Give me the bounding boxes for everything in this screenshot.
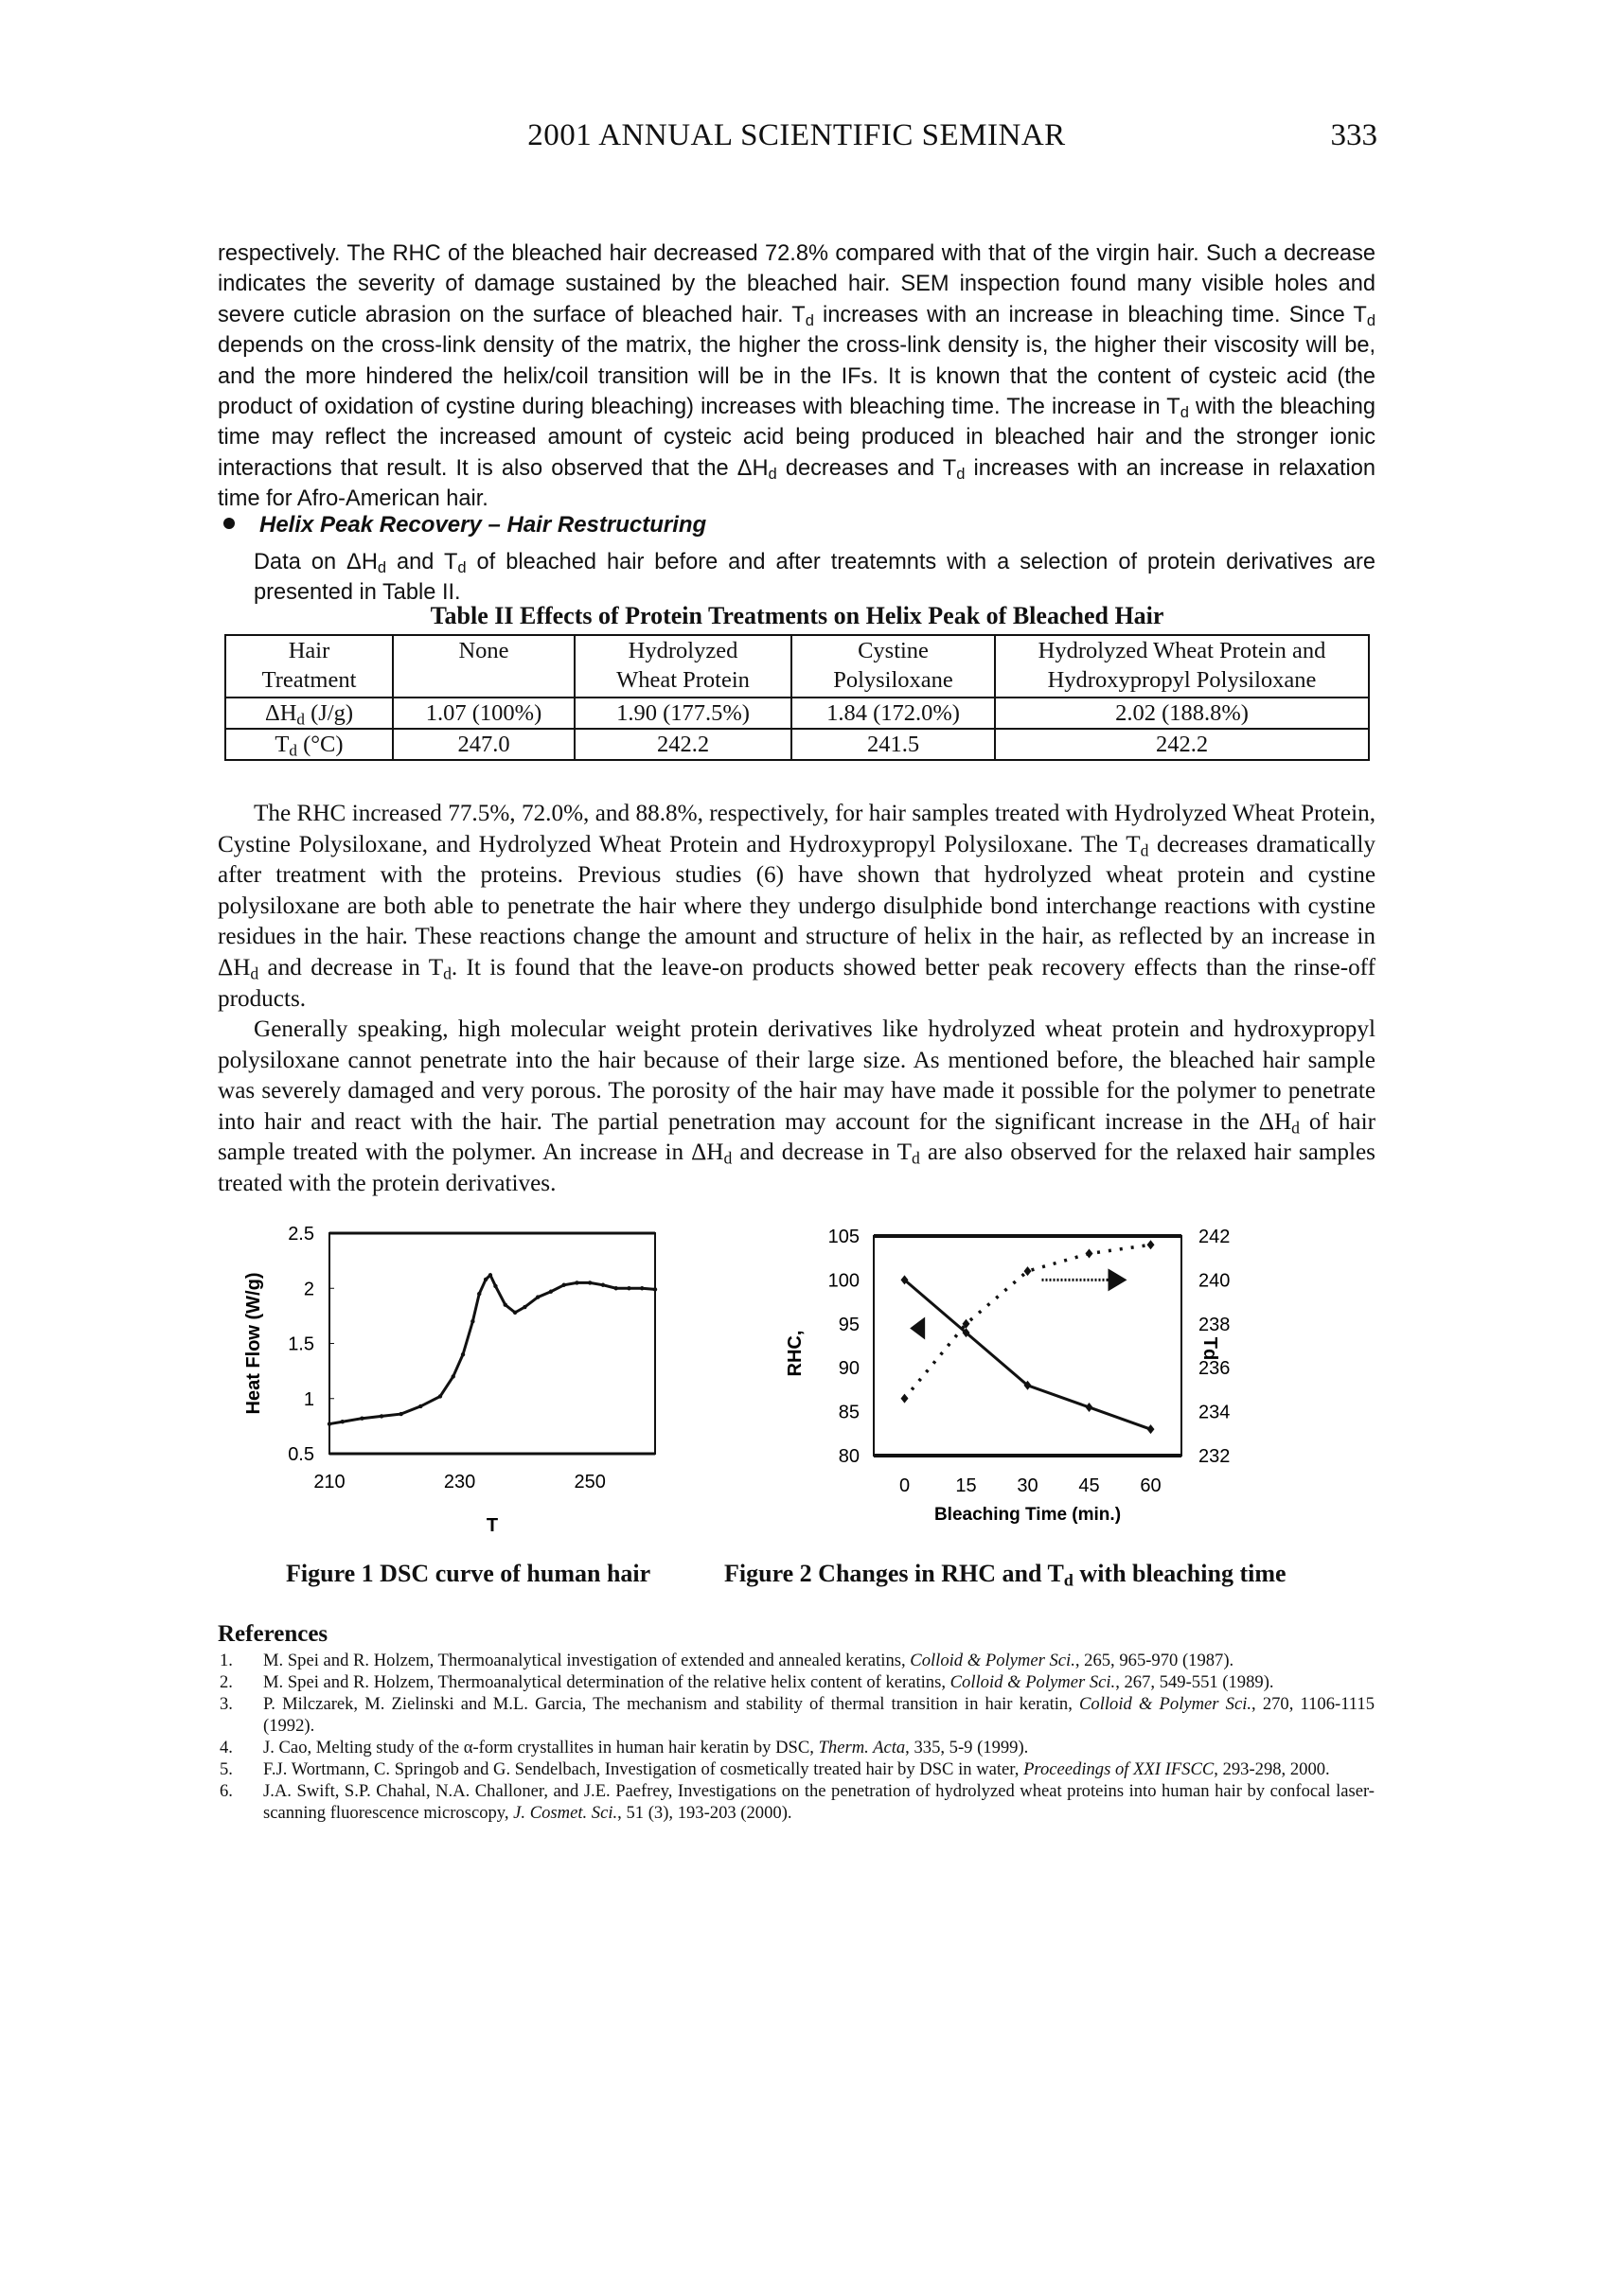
table-row [225, 698, 1369, 729]
data-point [477, 1292, 481, 1296]
data-point-td [901, 1394, 909, 1404]
data-point [399, 1412, 402, 1416]
header-text: Wheat Protein [616, 667, 750, 693]
data-point [588, 1280, 592, 1284]
subscript: d [1366, 310, 1375, 329]
data-point-rhc [1086, 1403, 1093, 1412]
column-header [791, 635, 995, 698]
header-text: Treatment [261, 667, 357, 693]
table-cell: 2.02 (188.8%) [995, 698, 1369, 729]
text-run: F.J. Wortmann, C. Springob and G. Sendelbach, Investigation of cosmetically treated hair by DSC in water, [263, 1759, 1024, 1779]
text-run: , 293-298, 2000. [1214, 1759, 1330, 1779]
subscript: d [1063, 1570, 1074, 1590]
subscript: d [1291, 1118, 1300, 1138]
y-tick-label: 2.5 [288, 1224, 314, 1245]
y2-tick-label: 242 [1198, 1227, 1231, 1247]
arrow-right-icon [1109, 1268, 1127, 1291]
subscript: d [443, 963, 452, 983]
running-header: 2001 ANNUAL SCIENTIFIC SEMINAR [527, 118, 1066, 152]
data-point [653, 1287, 657, 1291]
data-point [640, 1286, 644, 1290]
figure-2-rhc-td-chart [757, 1211, 1287, 1543]
journal-name: Colloid & Polymer Sci. [1079, 1694, 1252, 1714]
y2-tick-label: 234 [1198, 1402, 1231, 1423]
header-text: Polysiloxane [833, 667, 953, 693]
reference-number: 2. [220, 1672, 233, 1692]
references-heading: References [218, 1621, 328, 1647]
subscript: d [723, 1148, 733, 1168]
x-axis-label: Bleaching Time (min.) [933, 1505, 1122, 1525]
data-point [523, 1305, 526, 1309]
data-point [493, 1284, 497, 1288]
data-point [360, 1417, 364, 1421]
protein-treatment-table [224, 634, 1370, 761]
text-run: M. Spei and R. Holzem, Thermoanalytical determination of the relative helix content of keratins, [263, 1672, 950, 1692]
text-run: Data on ΔH [254, 550, 378, 574]
references-list [218, 1650, 1375, 1824]
table-cell: 1.90 (177.5%) [575, 698, 791, 729]
figure-1-caption: Figure 1 DSC curve of human hair [286, 1560, 651, 1587]
column-header [225, 635, 393, 698]
text-run: and decrease in T [258, 954, 444, 980]
data-point [549, 1290, 553, 1294]
x-tick-label: 60 [1140, 1475, 1162, 1496]
text-run: and T [386, 550, 458, 574]
text-run: T [275, 732, 290, 757]
x-tick-label: 45 [1078, 1475, 1100, 1496]
journal-name: Colloid & Polymer Sci. [910, 1651, 1075, 1670]
header-text: Hair [288, 638, 330, 663]
subscript: d [250, 963, 259, 983]
column-header [575, 635, 791, 698]
data-point [504, 1303, 507, 1307]
text-run: decreases dramatically after treatment with the proteins. Previous studies (6) have shown that hydrolyzed wheat protein and cystine polysiloxane are both able to penetrate the hair where they undergo disulphide bond interchange reactions with cystine residues in the hair. These reactions change the amount and structure of helix in the hair, as reflected by an increase in ΔH [218, 831, 1375, 980]
text-run: increases with an increase in bleaching time. Since T [813, 302, 1367, 327]
reference-number: 1. [220, 1651, 233, 1670]
subscript: d [1140, 840, 1149, 859]
text-run: , 270, 1106-1115 (1992). [263, 1694, 1375, 1736]
text-run: M. Spei and R. Holzem, Thermoanalytical investigation of extended and annealed keratins, [263, 1651, 911, 1670]
y-tick-label: 80 [838, 1446, 860, 1467]
subscript: d [1180, 403, 1189, 422]
data-point [513, 1311, 517, 1315]
data-point [461, 1352, 465, 1356]
x-tick-label: 0 [898, 1475, 911, 1496]
data-point [488, 1273, 492, 1277]
reference-item [218, 1780, 1375, 1824]
paragraph-discussion [218, 1015, 1375, 1200]
x-tick-label: 15 [955, 1475, 977, 1496]
x-axis-label: T [486, 1515, 499, 1536]
text-run: and decrease in T [732, 1139, 913, 1166]
text-run: The RHC increased 77.5%, 72.0%, and 88.8%, respectively, for hair samples treated with Hydrolyzed Wheat Protein, Cystine Polysiloxane, and Hydrolyzed Wheat Protein and Hydroxypropyl Polysiloxane. The T [218, 801, 1375, 857]
header-text: Hydrolyzed [628, 638, 738, 663]
text-run: . It is found that the leave-on products showed better peak recovery effects than the rinse-off products. [218, 954, 1375, 1012]
table-cell: 241.5 [791, 729, 995, 760]
data-point [438, 1394, 442, 1398]
section-heading [218, 512, 1375, 539]
text-run: increases with an increase in relaxation time for Afro-American hair. [218, 455, 1376, 512]
journal-name: J. Cosmet. Sci. [513, 1803, 618, 1823]
y-tick-label: 90 [838, 1358, 860, 1380]
data-point [341, 1420, 345, 1423]
table-cell: 1.07 (100%) [393, 698, 575, 729]
paragraph-bleaching [218, 238, 1375, 515]
y2-tick-label: 238 [1198, 1314, 1231, 1335]
subscript: d [912, 1148, 920, 1168]
journal-name: Colloid & Polymer Sci. [949, 1672, 1116, 1692]
data-point-td [1086, 1249, 1093, 1259]
subscript: d [296, 710, 305, 729]
reference-item [218, 1693, 1375, 1737]
text-run: (J/g) [304, 700, 354, 726]
journal-name: Proceedings of XXI IFSCC [1023, 1759, 1215, 1779]
subscript: d [457, 558, 467, 577]
header-text: Cystine [858, 638, 929, 663]
arrow-left-icon [910, 1316, 925, 1339]
plot-frame [329, 1233, 655, 1454]
bullet-icon [223, 518, 235, 529]
data-point [614, 1286, 618, 1290]
text-run: depends on the cross-link density of the matrix, the higher the cross-link density is, the higher their viscosity will be, and the more hindered the helix/coil transition will be in the IFs. It is known that the content of cysteic acid (the product of oxidation of cystine during bleaching) increases with bleaching time. The increase in T [218, 333, 1375, 420]
text-run: , 335, 5-9 (1999). [905, 1738, 1029, 1757]
text-run: J.A. Swift, S.P. Chahal, N.A. Challoner, and J.E. Paefrey, Investigations on the penetration of hydrolyzed wheat proteins into human hair by confocal laser-scanning fluorescence microscopy, [263, 1781, 1375, 1823]
reference-item [218, 1737, 1375, 1758]
reference-number: 3. [220, 1694, 233, 1714]
text-run: P. Milczarek, M. Zielinski and M.L. Garcia, The mechanism and stability of thermal transition in hair keratin, [263, 1694, 1079, 1714]
text-run: J. Cao, Melting study of the α-form crystallites in human hair keratin by DSC, [263, 1738, 819, 1757]
column-header [393, 635, 575, 698]
subscript: d [289, 741, 297, 760]
reference-item [218, 1758, 1375, 1780]
x-tick-label: 30 [1017, 1475, 1038, 1496]
y-tick-label: 1 [303, 1388, 314, 1410]
data-point [418, 1404, 422, 1408]
y-tick-label: 85 [838, 1402, 860, 1423]
data-point [627, 1286, 630, 1290]
table-cell: 247.0 [393, 729, 575, 760]
text-run: with bleaching time [1073, 1560, 1286, 1587]
row-label [225, 729, 393, 760]
text-run: with the bleaching time may reflect the increased amount of cysteic acid being produced in bleached hair and the stronger ionic interactions that result. It is also observed that the ΔH [218, 395, 1375, 481]
data-point-td [1024, 1266, 1032, 1276]
data-point [484, 1278, 488, 1281]
page-number: 333 [1330, 118, 1377, 152]
data-point-rhc [1147, 1424, 1155, 1434]
text-run: are also observed for the relaxed hair samples treated with the protein derivatives. [218, 1139, 1375, 1196]
y-tick-label: 100 [827, 1270, 860, 1292]
subscript: d [768, 464, 777, 483]
text-run: , 265, 965-970 (1987). [1074, 1651, 1234, 1670]
table-cell: 242.2 [995, 729, 1369, 760]
subscript: d [805, 310, 814, 329]
figure-2-caption [724, 1560, 1286, 1588]
reference-number: 6. [220, 1781, 233, 1801]
journal-name: Therm. Acta [818, 1738, 906, 1757]
text-run: , 267, 549-551 (1989). [1115, 1672, 1274, 1692]
table-row [225, 729, 1369, 760]
table-cell: 1.84 (172.0%) [791, 698, 995, 729]
subscript: d [956, 464, 966, 483]
data-point [536, 1295, 540, 1298]
header-text: Hydrolyzed Wheat Protein and [1038, 638, 1326, 663]
y2-tick-label: 240 [1198, 1270, 1231, 1292]
text-run: Figure 2 Changes in RHC and T [724, 1560, 1064, 1587]
data-point [561, 1283, 565, 1287]
column-header [995, 635, 1369, 698]
paragraph-table-intro [254, 547, 1375, 609]
text-run: ΔH [264, 700, 297, 726]
reference-number: 5. [220, 1759, 233, 1779]
y-tick-label: 105 [827, 1227, 860, 1247]
y-tick-label: 2 [303, 1279, 314, 1300]
text-run: decreases and T [776, 455, 957, 481]
text-run: respectively. The RHC of the bleached hair decreased 72.8% compared with that of the virgin hair. Such a decrease indicates the severity of damage sustained by the bleached hair. SEM inspection found many visible holes and severe cuticle abrasion on the surface of bleached hair. T [218, 241, 1375, 327]
table-cell: 242.2 [575, 729, 791, 760]
reference-item [218, 1671, 1375, 1693]
header-text: Hydroxypropyl Polysiloxane [1047, 667, 1317, 693]
x-tick-label: 210 [313, 1472, 346, 1492]
paragraph-rhc-results [218, 799, 1375, 1015]
y2-tick-label: 236 [1198, 1358, 1231, 1380]
x-tick-label: 230 [443, 1472, 476, 1492]
text-run: of hair sample treated with the polymer. An increase in ΔH [218, 1108, 1375, 1166]
y-axis-label: Heat Flow (W/g) [243, 1272, 264, 1415]
y-tick-label: 95 [838, 1314, 860, 1335]
header-text: None [458, 638, 509, 663]
subscript: d [377, 558, 387, 577]
section-heading-text: Helix Peak Recovery – Hair Restructuring [259, 512, 707, 538]
text-run: Generally speaking, high molecular weight protein derivatives like hydrolyzed wheat protein and hydroxypropyl polysiloxane cannot penetrate into the hair because of their large size. As mentioned before, the bleached hair sample was severely damaged and very porous. The porosity of the hair may have made it possible for the polymer to penetrate into hair and react with the hair. The partial penetration may account for the significant increase in the ΔH [218, 1016, 1375, 1135]
y-tick-label: 1.5 [288, 1333, 314, 1355]
data-point [452, 1374, 455, 1378]
text-run: (°C) [296, 732, 344, 757]
row-label [225, 698, 393, 729]
data-point-td [1147, 1240, 1155, 1249]
table-header-row [225, 635, 1369, 698]
table-title: Table II Effects of Protein Treatments on Helix Peak of Bleached Hair [430, 602, 1164, 629]
reference-number: 4. [220, 1738, 233, 1757]
text-run: of bleached hair before and after treatemnts with a selection of protein derivatives are presented in Table II. [254, 550, 1375, 606]
x-tick-label: 250 [574, 1472, 606, 1492]
y-axis-label: RHC, [785, 1330, 806, 1377]
figure-1-dsc-chart [227, 1211, 701, 1543]
dsc-curve [329, 1275, 655, 1423]
data-point [575, 1280, 578, 1284]
y-tick-label: 0.5 [288, 1444, 314, 1465]
y2-axis-label: Td [1199, 1336, 1220, 1361]
text-run: , 51 (3), 193-203 (2000). [617, 1803, 792, 1823]
data-point [328, 1422, 331, 1425]
reference-item [218, 1650, 1375, 1671]
y2-tick-label: 232 [1198, 1446, 1231, 1467]
data-point [380, 1414, 383, 1418]
data-point [470, 1319, 474, 1323]
data-point [601, 1283, 605, 1287]
